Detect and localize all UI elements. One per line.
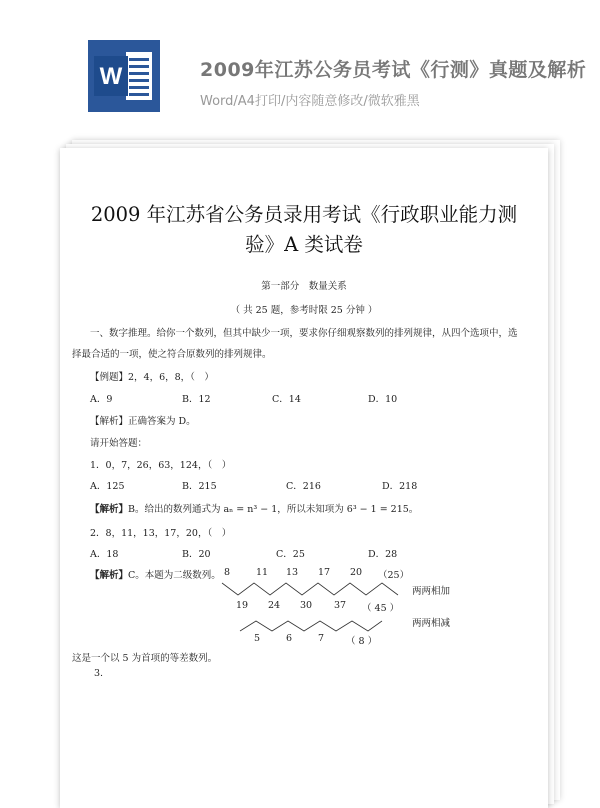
- intro-line-1: 一、数字推理。给你一个数列，但其中缺少一项，要求你仔细观察数列的排列规律，从四个选项中，选: [90, 328, 518, 339]
- seq-row2-item: 24: [268, 600, 281, 611]
- example-question: 【例题】2，4，6，8，（ ）: [90, 372, 214, 383]
- seq-row2-item: 30: [300, 600, 313, 611]
- seq-row2-item: 37: [334, 600, 347, 611]
- seq-row1-item: 13: [286, 567, 299, 578]
- q2-analysis-text: C。本题为二级数列。: [128, 570, 221, 581]
- sequence-zigzag-lines: [60, 148, 548, 808]
- label-pairwise-add: 两两相加: [412, 586, 451, 597]
- q2-analysis-label: 【解析】: [90, 570, 129, 581]
- q1-analysis-label: 【解析】: [90, 504, 129, 515]
- q2-option-b: B．20: [182, 549, 211, 560]
- part-note: （ 共 25 题，参考时限 25 分钟 ）: [230, 305, 378, 316]
- document-page: [60, 148, 548, 808]
- document-title-line-1: 2009 年江苏省公务员录用考试《行政职业能力测: [90, 203, 518, 226]
- seq-row3-item: 6: [286, 633, 293, 644]
- example-option-b: B．12: [182, 394, 211, 405]
- start-prompt: 请开始答题：: [90, 438, 148, 449]
- part-heading: 第一部分 数量关系: [261, 281, 347, 292]
- product-title: 2009年江苏公务员考试《行测》真题及解析: [200, 59, 587, 81]
- seq-row2-item: 19: [236, 600, 249, 611]
- seq-row3-item: 7: [318, 633, 325, 644]
- example-answer: 【解析】正确答案为 D。: [90, 416, 196, 427]
- document-title-line-2: 验》A 类试卷: [245, 233, 363, 256]
- example-option-a: A．9: [90, 394, 113, 405]
- q3-number: 3.: [94, 668, 104, 679]
- seq-row1-item: 8: [224, 567, 231, 578]
- word-icon-letter: W: [99, 63, 123, 90]
- seq-row2-item: （ 45 ）: [362, 603, 400, 614]
- word-document-icon: [88, 40, 160, 112]
- q1-option-b: B．215: [182, 481, 217, 492]
- q1-option-d: D．218: [382, 481, 418, 492]
- seq-row1-item: 20: [350, 567, 363, 578]
- product-header: [0, 0, 600, 140]
- example-option-c: C．14: [272, 394, 301, 405]
- seq-row1-item: 17: [318, 567, 331, 578]
- example-option-d: D．10: [368, 394, 398, 405]
- q2-conclusion: 这是一个以 5 为首项的等差数列。: [72, 653, 218, 664]
- q2-option-d: D．28: [368, 549, 398, 560]
- seq-row3-item: 5: [254, 633, 261, 644]
- q2-option-a: A．18: [90, 549, 119, 560]
- seq-row3-item: （ 8 ）: [346, 636, 378, 647]
- intro-line-2: 择最合适的一项，使之符合原数列的排列规律。: [72, 349, 272, 360]
- q1-option-c: C．216: [286, 481, 321, 492]
- q1-question: 1．0，7，26，63，124，（ ）: [90, 460, 232, 471]
- q2-option-c: C．25: [276, 549, 305, 560]
- q2-question: 2．8，11，13，17，20，（ ）: [90, 528, 232, 539]
- label-pairwise-subtract: 两两相减: [412, 618, 451, 629]
- seq-row1-item: 11: [256, 567, 269, 578]
- seq-row1-item: （25）: [378, 570, 410, 581]
- product-subtitle: Word/A4打印/内容随意修改/微软雅黑: [200, 94, 420, 109]
- q1-analysis-text: B。给出的数列通式为 aₙ = n³ − 1，所以未知项为 6³ − 1 = 215。: [128, 504, 419, 515]
- q1-option-a: A．125: [90, 481, 125, 492]
